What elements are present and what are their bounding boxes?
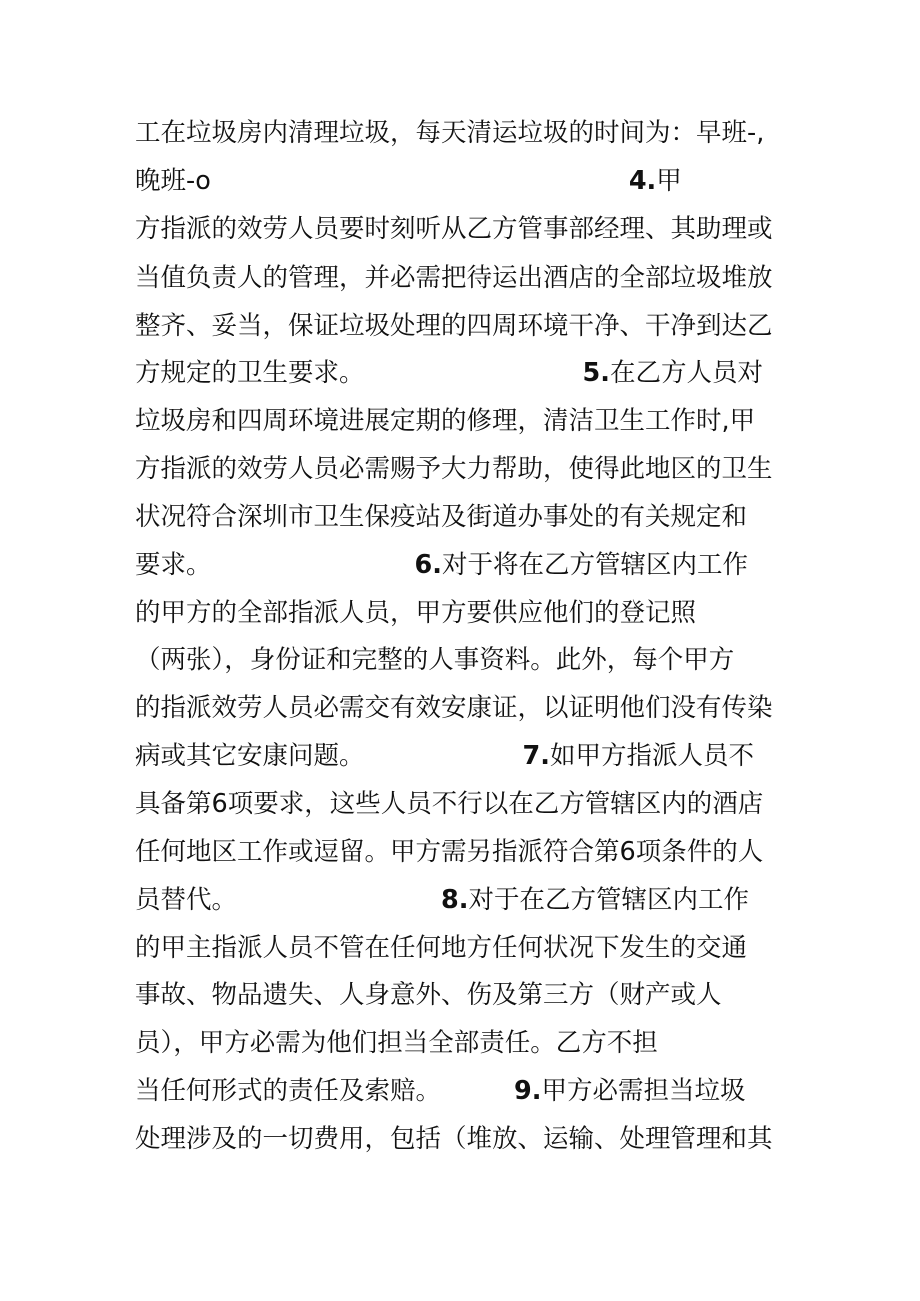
line-text: 处理涉及的一切费用，包括（堆放、运输、处理管理和其 <box>135 1124 773 1154</box>
text-line <box>135 255 795 301</box>
text-line <box>135 398 795 444</box>
line-text: 整齐、妥当，保证垃圾处理的四周环境干净、干净到达乙 <box>135 311 773 341</box>
text-line <box>135 110 795 156</box>
line-text: 员替代。 <box>135 885 238 915</box>
text-line <box>135 829 795 875</box>
item-number: 9. <box>514 1076 542 1106</box>
line-text: 员），甲方必需为他们担当全部责任。乙方不担 <box>135 1028 658 1058</box>
text-line <box>135 303 795 349</box>
line-text: 方指派的效劳人员必需赐予大力帮助，使得此地区的卫生 <box>135 454 773 484</box>
line-tail: 对于在乙方管辖区内工作 <box>468 885 749 915</box>
line-text: 工在垃圾房内清理垃圾，每天清运垃圾的时间为：早班-, <box>135 118 765 148</box>
text-line <box>135 1116 795 1162</box>
line-text: 当值负责人的管理，并必需把待运出酒店的全部垃圾堆放 <box>135 263 773 293</box>
line-text: 具备第6项要求，这些人员不行以在乙方管辖区内的酒店 <box>135 789 764 819</box>
line-text: 任何地区工作或逗留。甲方需另指派符合第6项条件的人 <box>135 837 764 867</box>
line-tail: 在乙方人员对 <box>609 358 763 388</box>
line-text: 的甲主指派人员不管在任何地方任何状况下发生的交通 <box>135 933 748 963</box>
text-line <box>135 637 795 683</box>
line-text: 要求。 <box>135 550 212 580</box>
line-text: （两张），身份证和完整的人事资料。此外，每个甲方 <box>135 645 735 675</box>
item-number: 7. <box>522 741 550 771</box>
line-tail: 甲方必需担当垃圾 <box>541 1076 746 1106</box>
text-line <box>135 972 795 1018</box>
line-text: 的指派效劳人员必需交有效安康证，以证明他们没有传染 <box>135 693 773 723</box>
item-number: 5. <box>582 358 610 388</box>
text-line <box>135 494 795 540</box>
text-line <box>135 925 795 971</box>
text-line <box>135 590 795 636</box>
text-line <box>135 542 795 588</box>
line-text: 方规定的卫生要求。 <box>135 358 365 388</box>
line-text: 状况符合深圳市卫生保疫站及街道办事处的有关规定和 <box>135 502 748 532</box>
item-number: 6. <box>414 550 442 580</box>
line-tail: 甲 <box>656 166 682 196</box>
text-line <box>135 446 795 492</box>
line-text: 的甲方的全部指派人员，甲方要供应他们的登记照 <box>135 598 697 628</box>
text-line <box>135 685 795 731</box>
line-text: 当任何形式的责任及索赔。 <box>135 1076 442 1106</box>
line-tail: 如甲方指派人员不 <box>549 741 754 771</box>
text-line <box>135 1068 795 1114</box>
text-line <box>135 877 795 923</box>
line-text: 方指派的效劳人员要时刻听从乙方管事部经理、其助理或 <box>135 214 773 244</box>
text-line <box>135 350 795 396</box>
text-line <box>135 733 795 779</box>
item-number: 8. <box>441 885 469 915</box>
item-number: 4. <box>628 166 657 196</box>
text-line <box>135 1020 795 1066</box>
line-text: 晚班-o <box>135 166 211 196</box>
line-text: 病或其它安康问题。 <box>135 741 365 771</box>
text-line <box>135 206 795 252</box>
text-line <box>135 781 795 827</box>
line-text: 垃圾房和四周环境进展定期的修理，清洁卫生工作时,甲 <box>135 406 756 436</box>
line-tail: 对于将在乙方管辖区内工作 <box>441 550 748 580</box>
text-line <box>135 158 795 204</box>
line-text: 事故、物品遗失、人身意外、伤及第三方（财产或人 <box>135 980 722 1010</box>
